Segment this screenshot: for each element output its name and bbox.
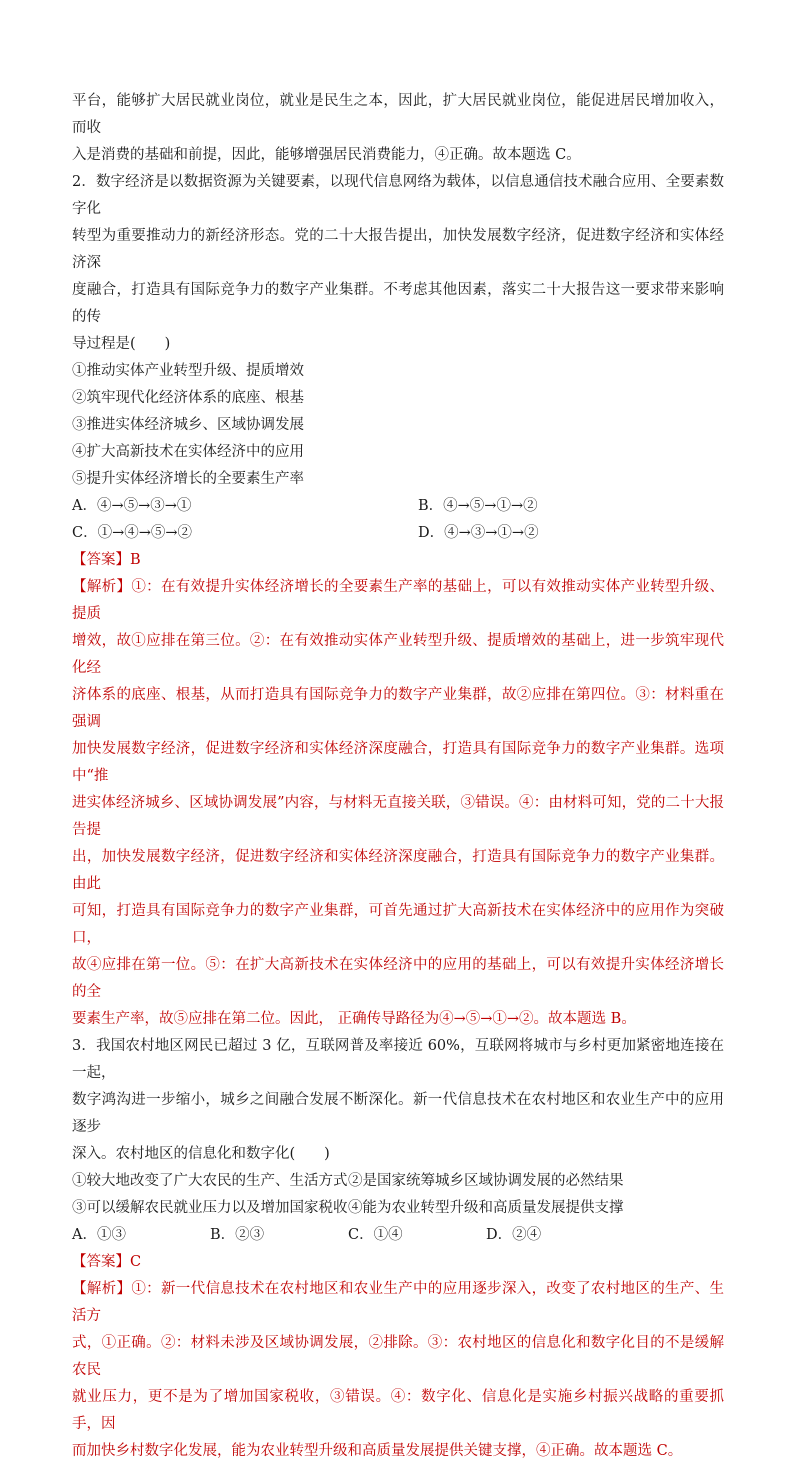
question-2-options-row-1 — [72, 493, 724, 520]
stem-line: 3．我国农村地区网民已超过 3 亿，互联网普及率接近 60%，互联网将城市与乡村更加紧密地连接在一起， — [72, 1038, 724, 1081]
analysis-line: 而加快乡村数字化发展，能为农业转型升级和高质量发展提供关键支撑，④正确。故本题选 C。 — [72, 1443, 683, 1459]
stem-line: 度融合，打造具有国际竞争力的数字产业集群。不考虑其他因素，落实二十大报告这一要求带来影响的传 — [72, 282, 724, 325]
question-2-analysis — [72, 574, 724, 1033]
option-b: B．④→⑤→①→② — [418, 498, 538, 514]
option-a: A．①③ — [72, 1227, 126, 1243]
analysis-line — [72, 1276, 724, 1330]
statement-item: ②筑牢现代化经济体系的底座、根基 — [72, 390, 304, 406]
analysis-label: 【解析】 — [72, 1281, 132, 1297]
statement-item-3: ③可以缓解农民就业压力以及增加国家税收 — [72, 1200, 348, 1216]
question-3-options-row — [72, 1222, 724, 1249]
option-b: B．②③ — [210, 1227, 265, 1243]
analysis-line: 就业压力，更不是为了增加国家税收，③错误。④：数字化、信息化是实施乡村振兴战略的重要抓手，因 — [72, 1389, 724, 1432]
answer-value: B — [130, 552, 141, 568]
analysis-line: 加快发展数字经济，促进数字经济和实体经济深度融合，打造具有国际竞争力的数字产业集群。选项中“推 — [72, 741, 724, 784]
statement-item: ⑤提升实体经济增长的全要素生产率 — [72, 471, 304, 487]
statement-item: ④扩大高新技术在实体经济中的应用 — [72, 444, 304, 460]
intro-line: 平台，能够扩大居民就业岗位，就业是民生之本，因此，扩大居民就业岗位，能促进居民增加收入，而收 — [72, 93, 724, 136]
question-2-stem — [72, 169, 724, 358]
document-page — [72, 88, 724, 1465]
question-3-analysis — [72, 1276, 724, 1465]
analysis-line: 故④应排在第一位。⑤：在扩大高新技术在实体经济中的应用的基础上，可以有效提升实体经济增长的全 — [72, 957, 724, 1000]
intro-line: 入是消费的基础和前提，因此，能够增强居民消费能力，④正确。故本题选 C。 — [72, 147, 581, 163]
analysis-line: 进实体经济城乡、区域协调发展”内容，与材料无直接关联，③错误。④：由材料可知，党的二十大报告提 — [72, 795, 724, 838]
analysis-label: 【解析】 — [72, 579, 132, 595]
question-2-items — [72, 358, 724, 493]
question-3-items-row-2 — [72, 1195, 724, 1222]
answer-label: 【答案】 — [72, 1254, 130, 1270]
question-3-stem — [72, 1033, 724, 1168]
statement-item-4: ④能为农业转型升级和高质量发展提供支撑 — [348, 1200, 624, 1216]
analysis-text: ①：在有效提升实体经济增长的全要素生产率的基础上，可以有效推动实体产业转型升级、提质 — [72, 579, 725, 622]
stem-line: 导过程是( ) — [72, 336, 171, 352]
analysis-line: 出，加快发展数字经济，促进数字经济和实体经济深度融合，打造具有国际竞争力的数字产业集群。由此 — [72, 849, 724, 892]
statement-item-2: ②是国家统筹城乡区域协调发展的必然结果 — [348, 1173, 624, 1189]
answer-label: 【答案】 — [72, 552, 130, 568]
stem-line: 转型为重要推动力的新经济形态。党的二十大报告提出，加快发展数字经济，促进数字经济和实体经济深 — [72, 228, 724, 271]
statement-item: ①推动实体产业转型升级、提质增效 — [72, 363, 304, 379]
statement-item: ③推进实体经济城乡、区域协调发展 — [72, 417, 304, 433]
stem-line: 2．数字经济是以数据资源为关键要素，以现代信息网络为载体，以信息通信技术融合应用、全要素数字化 — [72, 174, 724, 217]
analysis-line: 可知，打造具有国际竞争力的数字产业集群，可首先通过扩大高新技术在实体经济中的应用作为突破口， — [72, 903, 724, 946]
analysis-line: 济体系的底座、根基，从而打造具有国际竞争力的数字产业集群，故②应排在第四位。③：材料重在强调 — [72, 687, 724, 730]
option-d: D．④→③→①→② — [418, 525, 539, 541]
stem-line: 深入。农村地区的信息化和数字化( ) — [72, 1146, 330, 1162]
intro-paragraph — [72, 88, 724, 169]
answer-value: C — [130, 1254, 142, 1270]
question-2-answer — [72, 547, 724, 574]
analysis-line: 增效，故①应排在第三位。②：在有效推动实体产业转型升级、提质增效的基础上，进一步筑牢现代化经 — [72, 633, 724, 676]
analysis-line: 式，①正确。②：材料未涉及区域协调发展，②排除。③：农村地区的信息化和数字化目的不是缓解农民 — [72, 1335, 724, 1378]
analysis-line: 要素生产率，故⑤应排在第二位。因此， 正确传导路径为④→⑤→①→②。故本题选 B。 — [72, 1011, 636, 1027]
stem-line: 数字鸿沟进一步缩小，城乡之间融合发展不断深化。新一代信息技术在农村地区和农业生产中的应用逐步 — [72, 1092, 724, 1135]
analysis-text: ①：新一代信息技术在农村地区和农业生产中的应用逐步深入，改变了农村地区的生产、生活方 — [72, 1281, 725, 1324]
statement-item-1: ①较大地改变了广大农民的生产、生活方式 — [72, 1173, 348, 1189]
option-a: A．④→⑤→③→① — [72, 498, 192, 514]
option-d: D．②④ — [486, 1227, 542, 1243]
option-c: C．①④ — [348, 1227, 403, 1243]
question-3-items-row-1 — [72, 1168, 724, 1195]
option-c: C．①→④→⑤→② — [72, 525, 193, 541]
question-3-answer — [72, 1249, 724, 1276]
question-2-options-row-2 — [72, 520, 724, 547]
analysis-line — [72, 574, 724, 628]
